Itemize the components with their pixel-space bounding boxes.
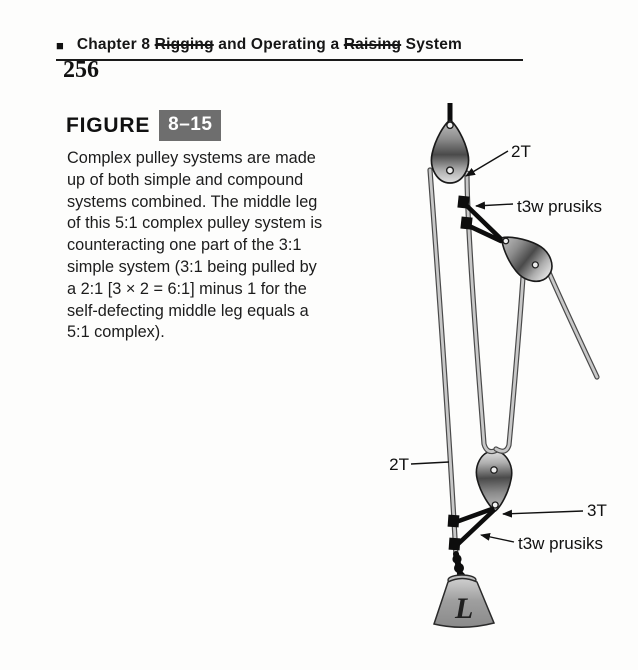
leader-top-prusiks (476, 204, 513, 206)
chapter-bullet-icon: ■ (56, 37, 64, 53)
top-pulley-becket-hole (447, 122, 453, 128)
figure-label: FIGURE (66, 113, 151, 137)
label-3t: 3T (587, 501, 607, 520)
top-pulley-axle (447, 167, 454, 174)
bottom-pulley (476, 450, 513, 511)
chapter-title-part: Chapter 8 (76, 36, 155, 53)
rope-middle-core (467, 173, 497, 452)
top-pulley (431, 120, 468, 183)
caption-line: of this 5:1 complex pulley system is (67, 214, 323, 233)
prusik-knot (460, 217, 472, 230)
label-bottom-prusiks: t3w prusiks (518, 534, 604, 553)
page-number: 256 (63, 57, 99, 83)
label-left-2t: 2T (389, 455, 409, 474)
chapter-title-part: and Operating a (213, 36, 344, 53)
prusik-knot (449, 538, 461, 551)
rope-left-core (430, 170, 456, 556)
caption-line: up of both simple and compound (67, 170, 304, 189)
leader-bottom-prusiks (481, 535, 514, 542)
bottom-pulley-axle (491, 467, 498, 474)
ropes (430, 170, 597, 556)
caption-line: a 2:1 [3 × 2 = 6:1] minus 1 for the (67, 279, 307, 298)
leader-top-2t (466, 151, 508, 176)
label-top-2t: 2T (511, 142, 531, 161)
leader-3t (503, 511, 583, 514)
leader-left-2t (411, 462, 449, 464)
caption-line: simple system (3:1 being pulled by (67, 257, 317, 276)
rope-haul-core (544, 261, 597, 377)
caption-line: counteracting one part of the 3:1 (67, 236, 302, 255)
label-top-prusiks: t3w prusiks (517, 197, 603, 216)
chapter-title-part: System (401, 36, 463, 53)
prusik-knot (448, 515, 460, 528)
caption-line: systems combined. The middle leg (67, 192, 318, 211)
chapter-title-part-struck: Raising (343, 36, 402, 53)
top-prusik-set (457, 196, 501, 241)
figure-number-badge: 8–15 (159, 110, 221, 141)
load-weight (434, 575, 494, 627)
caption-line: self-defecting middle leg equals a (67, 301, 309, 320)
chapter-title-part-struck: Rigging (154, 36, 214, 53)
caption-line: 5:1 complex). (67, 323, 165, 342)
caption-line: Complex pulley systems are made (67, 149, 316, 167)
prusik-knot (457, 196, 469, 209)
load-label: L (455, 592, 474, 625)
